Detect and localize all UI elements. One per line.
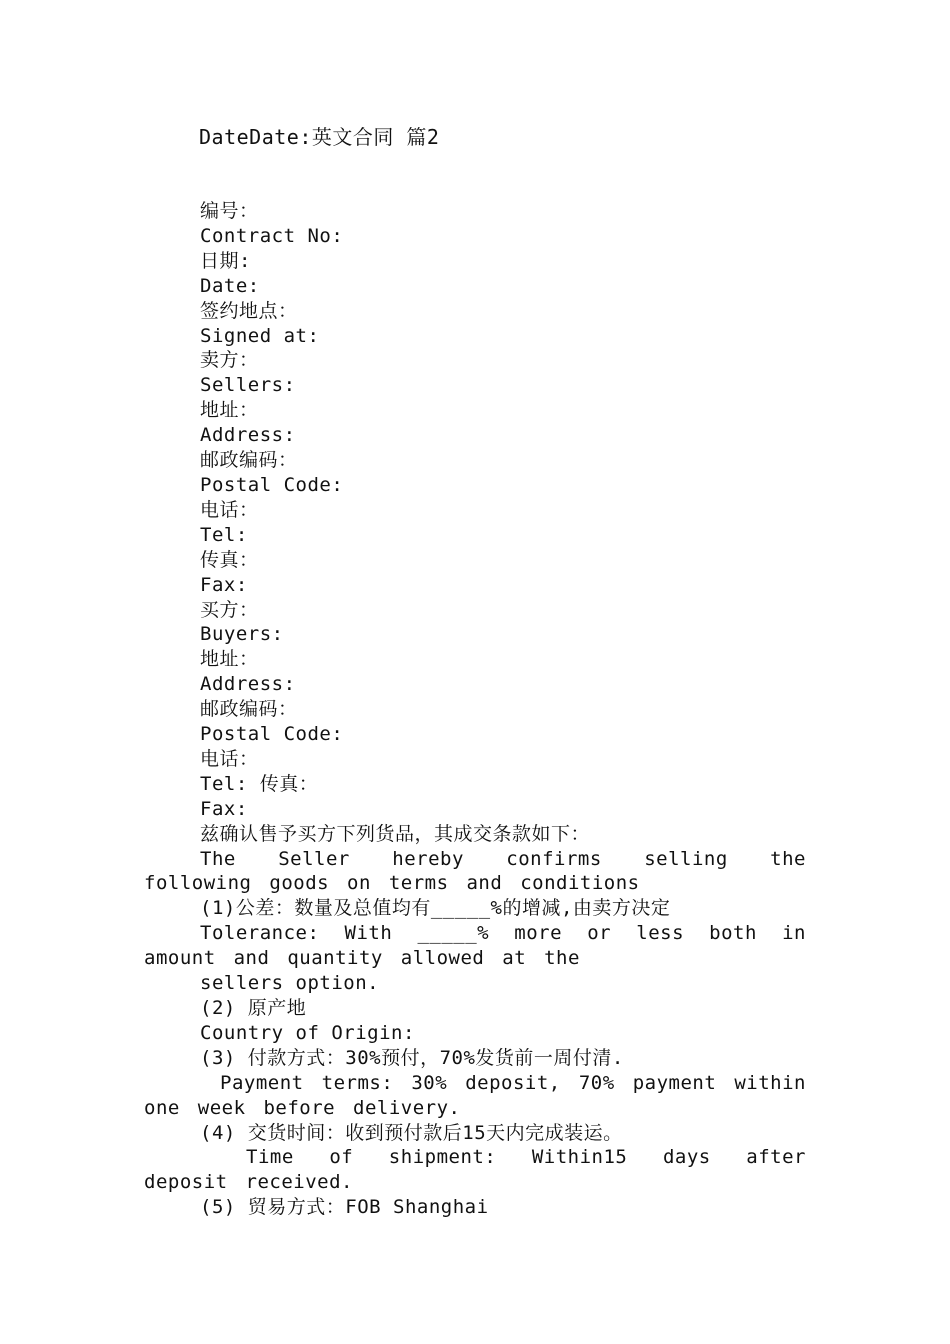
label-buyer-address: Address:: [200, 673, 296, 696]
label-seller-tel-cn: 电话：: [200, 498, 259, 521]
clause-4-en: Time of shipment: Within15 days after deposit received.: [144, 1146, 806, 1194]
clause-2-cn: (2) 原产地: [200, 997, 307, 1019]
label-contract-no: Contract No:: [200, 224, 344, 247]
label-buyer-fax: Fax:: [200, 797, 248, 820]
label-signed-at-cn: 签约地点：: [200, 299, 298, 322]
label-date: Date:: [200, 274, 260, 297]
document-title: DateDate:英文合同 篇2: [199, 125, 440, 149]
label-buyer-postal: Postal Code:: [200, 723, 344, 746]
clause-3-cn: (3) 付款方式：30%预付，70%发货前一周付清.: [200, 1046, 624, 1069]
seller-confirm-statement: The Seller hereby confirms selling the following goods on terms and conditions: [144, 847, 806, 895]
confirm-statement-cn: 兹确认售予买方下列货品，其成交条款如下：: [200, 822, 591, 845]
clause-1-en-cont: sellers option.: [200, 972, 380, 995]
label-sellers-cn: 卖方：: [200, 349, 259, 372]
clause-4-cn: (4) 交货时间：收到预付款后15天内完成装运。: [200, 1121, 623, 1144]
label-date-cn: 日期:: [200, 249, 251, 272]
label-seller-fax: Fax:: [200, 573, 248, 596]
label-seller-fax-cn: 传真：: [200, 548, 259, 571]
label-seller-postal: Postal Code:: [200, 473, 344, 496]
label-sellers: Sellers:: [200, 374, 296, 397]
label-buyer-tel-fax: Tel: 传真：: [200, 772, 319, 795]
label-number-cn: 编号：: [200, 200, 259, 222]
clause-5-cn: (5) 贸易方式：FOB Shanghai: [200, 1196, 489, 1219]
label-buyers-cn: 买方：: [200, 598, 259, 621]
label-seller-address-cn: 地址：: [200, 399, 259, 422]
label-buyer-postal-cn: 邮政编码：: [200, 698, 298, 721]
label-seller-tel: Tel:: [200, 523, 248, 546]
label-signed-at: Signed at:: [200, 324, 320, 347]
document-body: [144, 199, 806, 1220]
clause-3-en: Payment terms: 30% deposit, 70% payment within one week before delivery.: [144, 1071, 806, 1119]
label-buyers: Buyers:: [200, 623, 284, 646]
clause-2-en: Country of Origin:: [200, 1021, 415, 1044]
clause-1-cn: (1)公差：数量及总值均有_____%的增减,由卖方决定: [200, 897, 671, 920]
label-seller-address: Address:: [200, 424, 296, 447]
label-buyer-address-cn: 地址：: [200, 648, 259, 671]
clause-1-en: Tolerance: With _____% more or less both in amount and quantity allowed at the: [144, 922, 806, 970]
label-seller-postal-cn: 邮政编码：: [200, 449, 298, 472]
label-buyer-tel-cn: 电话：: [200, 747, 259, 770]
